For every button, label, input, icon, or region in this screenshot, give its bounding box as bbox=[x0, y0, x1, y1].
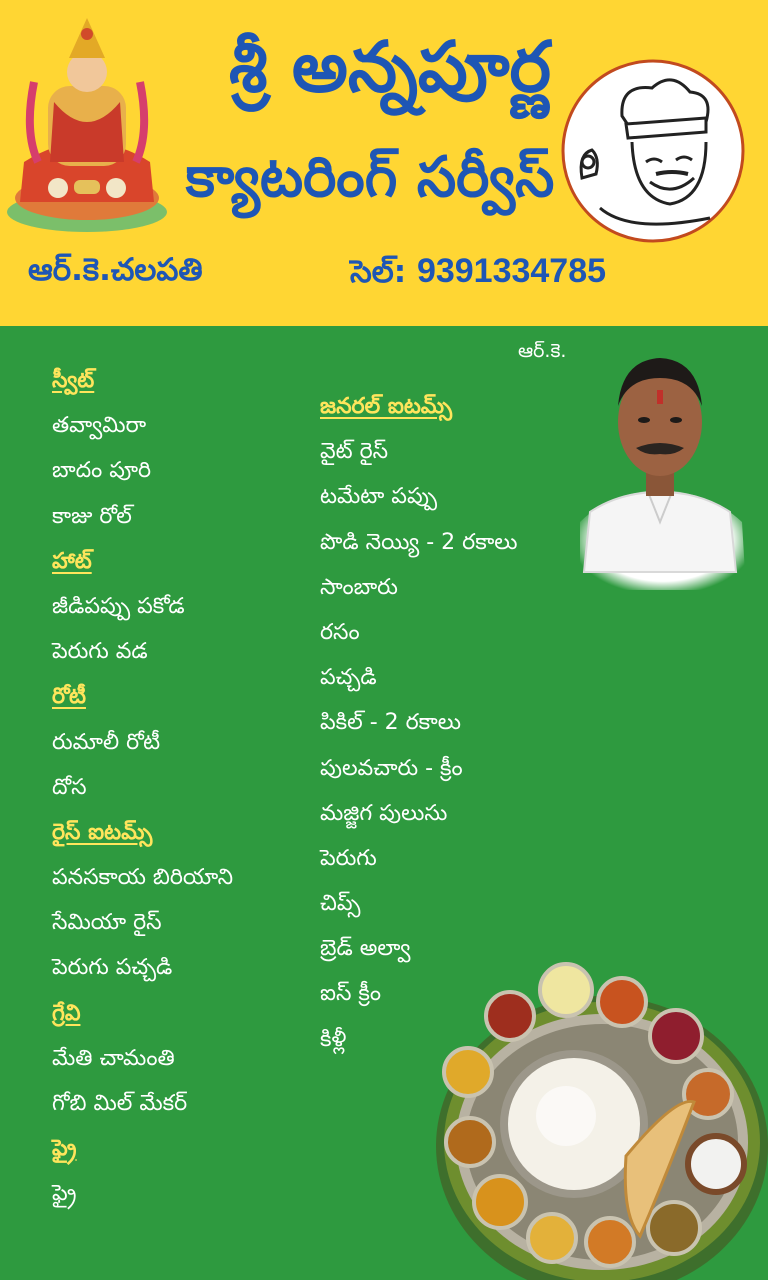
menu-category-heading: రైస్ ఐటమ్స్ bbox=[52, 819, 153, 845]
menu-category-heading: హాట్ bbox=[52, 548, 92, 574]
menu-item: కిళ్లీ bbox=[320, 1026, 347, 1052]
business-name: శ్రీ అన్నపూర్ణ bbox=[229, 26, 551, 108]
menu-item: మేతి చామంతి bbox=[52, 1045, 175, 1071]
portrait-caption: ఆర్.కె. bbox=[518, 340, 567, 362]
phone-number: 9391334785 bbox=[416, 252, 607, 290]
menu-item: సాంబారు bbox=[320, 574, 398, 600]
menu-item: రసం bbox=[320, 619, 360, 645]
menu-item: రుమాలీ రోటీ bbox=[52, 729, 161, 755]
menu-item: బాదం పూరి bbox=[52, 458, 152, 484]
menu-item: సేమియా రైస్ bbox=[52, 910, 162, 936]
menu-item: వైట్ రైస్ bbox=[320, 439, 389, 465]
menu-item: జీడిపప్పు పకోడ bbox=[52, 593, 185, 619]
menu-item: పొడి నెయ్యి - 2 రకాలు bbox=[320, 529, 518, 555]
goddess-image bbox=[4, 12, 170, 234]
menu-item: పెరుగు వడ bbox=[52, 639, 148, 665]
menu-item: దోస bbox=[52, 774, 87, 800]
chef-logo-icon bbox=[560, 58, 746, 244]
menu-category-heading: గ్రేవి bbox=[52, 1000, 81, 1026]
menu-left-column bbox=[52, 358, 233, 1217]
menu-item: తవ్వామిరా bbox=[52, 413, 147, 439]
owner-portrait bbox=[570, 322, 750, 590]
owner-name: ఆర్.కె.చలపతి bbox=[28, 252, 203, 288]
menu-category-heading: జనరల్ ఐటమ్స్ bbox=[320, 394, 453, 419]
menu-item: పెరుగు bbox=[320, 845, 377, 871]
header-banner bbox=[0, 0, 768, 326]
menu-item: గోబి మిల్ మేకర్ bbox=[52, 1091, 188, 1116]
menu-category-heading: ఫ్రై bbox=[52, 1136, 77, 1162]
menu-item: టమేటా పప్పు bbox=[320, 484, 438, 510]
business-tagline: క్యాటరింగ్ సర్వీస్ bbox=[185, 145, 555, 210]
menu-item: పచ్చడి bbox=[320, 665, 377, 691]
menu-item: కాజు రోల్ bbox=[52, 503, 132, 529]
menu-item: పెరుగు పచ్చడి bbox=[52, 955, 173, 981]
menu-category-heading: రోటీ bbox=[52, 684, 86, 710]
phone-label: సెల్: bbox=[350, 254, 407, 290]
phone-contact bbox=[350, 252, 606, 297]
menu-item: ఫ్రై bbox=[52, 1181, 77, 1207]
menu-item: చిప్స్ bbox=[320, 891, 361, 917]
menu-item: పనసకాయ బిరియాని bbox=[52, 865, 234, 891]
meal-plate-image bbox=[426, 946, 768, 1280]
menu-category-heading: స్వీట్ bbox=[52, 368, 95, 393]
menu-item: మజ్జిగ పులుసు bbox=[320, 800, 448, 826]
menu-item: ఐస్ క్రీం bbox=[320, 981, 382, 1007]
menu-item: పికిల్ - 2 రకాలు bbox=[320, 710, 461, 736]
menu-item: పులవచారు - క్రీం bbox=[320, 755, 463, 781]
menu-item: బ్రెడ్ అల్వా bbox=[320, 936, 411, 962]
